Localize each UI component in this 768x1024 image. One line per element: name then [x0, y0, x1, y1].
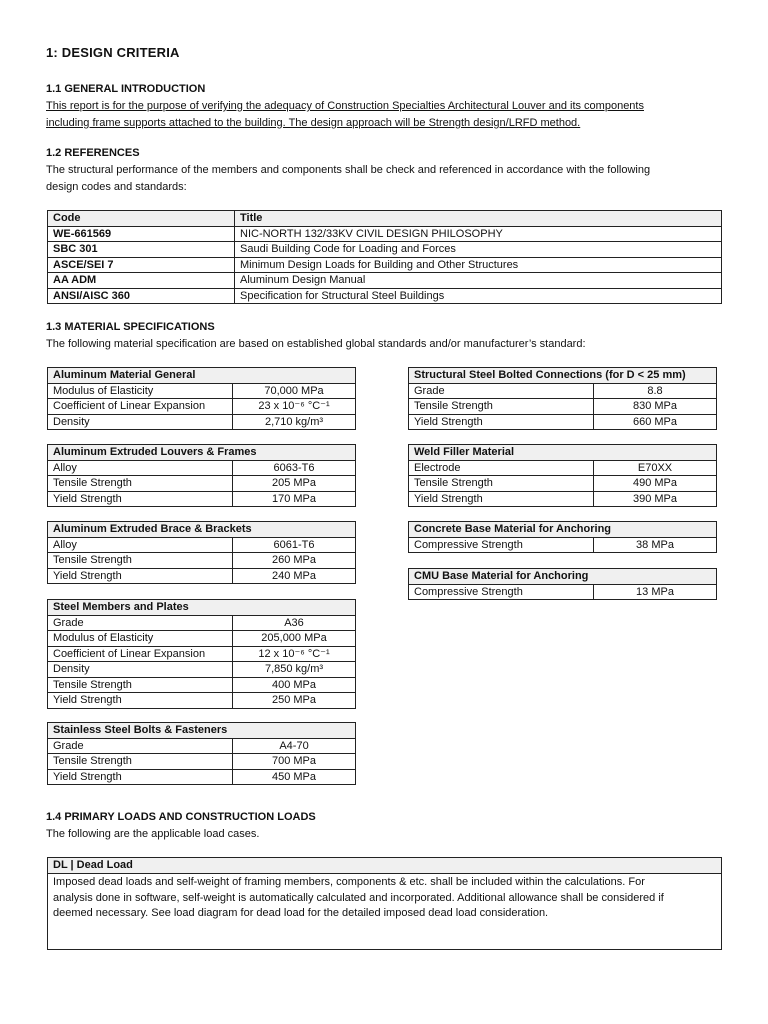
intro-line-1: This report is for the purpose of verifying the adequacy of Construction Specialties Architectural Louver and its components: [46, 100, 644, 112]
material-table-title: Concrete Base Material for Anchoring: [409, 522, 717, 538]
references-header-title: Title: [235, 211, 722, 227]
reference-title: NIC-NORTH 132/33KV CIVIL DESIGN PHILOSOPHY: [235, 226, 722, 242]
material-table-title: Structural Steel Bolted Connections (for D < 25 mm): [409, 368, 717, 384]
dead-load-description: [48, 874, 721, 923]
material-table-bolted-connections: [408, 367, 717, 430]
table-row: [48, 738, 356, 754]
table-row: [48, 226, 722, 242]
property-name: Tensile Strength: [409, 399, 594, 415]
property-value: 205,000 MPa: [233, 631, 356, 647]
table-row: [409, 399, 717, 415]
material-table-title: Aluminum Extruded Louvers & Frames: [48, 445, 356, 461]
table-row: [48, 399, 356, 415]
page-title: 1: DESIGN CRITERIA: [46, 45, 180, 60]
material-table-aluminum-general: [47, 367, 356, 430]
references-line-2: design codes and standards:: [46, 180, 187, 193]
property-name: Yield Strength: [409, 491, 594, 507]
references-line-1: The structural performance of the members and components shall be check and referenced in accordance with the following: [46, 164, 651, 176]
property-value: 250 MPa: [233, 693, 356, 709]
material-table-title: Weld Filler Material: [409, 445, 717, 461]
property-name: Coefficient of Linear Expansion: [48, 399, 233, 415]
table-row: [48, 693, 356, 709]
material-table-title: Steel Members and Plates: [48, 600, 356, 616]
table-row: [409, 491, 717, 507]
dead-load-line-1: Imposed dead loads and self-weight of framing members, components & etc. shall be included within the calculations. For: [53, 876, 645, 888]
property-name: Yield Strength: [409, 414, 594, 430]
reference-code: WE-661569: [48, 226, 235, 242]
table-row: [48, 414, 356, 430]
material-table-aluminum-brace: [47, 521, 356, 584]
section-heading-loads: 1.4 PRIMARY LOADS AND CONSTRUCTION LOADS: [46, 811, 316, 823]
property-value: 400 MPa: [233, 677, 356, 693]
property-name: Tensile Strength: [409, 476, 594, 492]
property-name: Yield Strength: [48, 769, 233, 785]
table-row: [48, 769, 356, 785]
references-table: [47, 210, 722, 304]
section-heading-intro: 1.1 GENERAL INTRODUCTION: [46, 83, 206, 95]
reference-code: SBC 301: [48, 242, 235, 258]
materials-paragraph: The following material specification are based on established global standards and/or manufacturer’s standard:: [46, 338, 586, 350]
table-row: [48, 568, 356, 584]
table-row: [48, 242, 722, 258]
property-value: 700 MPa: [233, 754, 356, 770]
property-value: 6061-T6: [233, 537, 356, 553]
table-row: [48, 460, 356, 476]
dead-load-title: DL | Dead Load: [48, 858, 721, 874]
section-heading-references: 1.2 REFERENCES: [46, 147, 140, 159]
property-name: Compressive Strength: [409, 584, 594, 600]
property-value: 12 x 10⁻⁶ °C⁻¹: [233, 646, 356, 662]
property-value: 6063-T6: [233, 460, 356, 476]
table-row: [48, 662, 356, 678]
property-value: 260 MPa: [233, 553, 356, 569]
property-value: 7,850 kg/m³: [233, 662, 356, 678]
table-row: [48, 257, 722, 273]
table-row: [48, 476, 356, 492]
material-table-title: Aluminum Material General: [48, 368, 356, 384]
property-value: 390 MPa: [594, 491, 717, 507]
property-name: Grade: [48, 738, 233, 754]
references-header-row: [48, 211, 722, 227]
reference-code: AA ADM: [48, 273, 235, 289]
property-value: 205 MPa: [233, 476, 356, 492]
intro-paragraph: [46, 98, 726, 131]
table-row: [48, 273, 722, 289]
material-table-aluminum-louvers: [47, 444, 356, 507]
reference-title: Saudi Building Code for Loading and Forces: [235, 242, 722, 258]
property-name: Electrode: [409, 460, 594, 476]
property-value: 240 MPa: [233, 568, 356, 584]
references-paragraph: [46, 162, 726, 195]
property-value: 38 MPa: [594, 537, 717, 553]
property-value: 8.8: [594, 383, 717, 399]
property-name: Tensile Strength: [48, 677, 233, 693]
dead-load-box: [47, 857, 722, 950]
table-row: [409, 476, 717, 492]
property-name: Alloy: [48, 537, 233, 553]
table-row: [48, 631, 356, 647]
table-row: [409, 537, 717, 553]
table-row: [48, 553, 356, 569]
reference-title: Minimum Design Loads for Building and Other Structures: [235, 257, 722, 273]
property-value: 450 MPa: [233, 769, 356, 785]
property-name: Yield Strength: [48, 491, 233, 507]
table-row: [409, 414, 717, 430]
material-table-weld-filler: [408, 444, 717, 507]
property-value: 2,710 kg/m³: [233, 414, 356, 430]
property-name: Coefficient of Linear Expansion: [48, 646, 233, 662]
property-name: Yield Strength: [48, 693, 233, 709]
table-row: [48, 677, 356, 693]
property-value: 13 MPa: [594, 584, 717, 600]
table-row: [409, 584, 717, 600]
reference-title: Specification for Structural Steel Buildings: [235, 288, 722, 304]
loads-paragraph: The following are the applicable load cases.: [46, 828, 260, 840]
table-row: [48, 646, 356, 662]
table-row: [48, 383, 356, 399]
property-name: Grade: [48, 615, 233, 631]
reference-code: ANSI/AISC 360: [48, 288, 235, 304]
property-name: Tensile Strength: [48, 553, 233, 569]
dead-load-line-3: deemed necessary. See load diagram for dead load for the detailed imposed dead load consideration.: [53, 907, 549, 919]
intro-line-2: including frame supports attached to the building. The design approach will be Strength design/LRFD method.: [46, 116, 581, 129]
table-row: [48, 754, 356, 770]
reference-title: Aluminum Design Manual: [235, 273, 722, 289]
property-name: Density: [48, 662, 233, 678]
property-value: 23 x 10⁻⁶ °C⁻¹: [233, 399, 356, 415]
table-row: [48, 491, 356, 507]
material-table-steel-members: [47, 599, 356, 709]
property-value: 660 MPa: [594, 414, 717, 430]
property-name: Compressive Strength: [409, 537, 594, 553]
property-name: Alloy: [48, 460, 233, 476]
table-row: [48, 615, 356, 631]
material-table-title: Aluminum Extruded Brace & Brackets: [48, 522, 356, 538]
property-name: Yield Strength: [48, 568, 233, 584]
table-row: [409, 460, 717, 476]
material-table-title: Stainless Steel Bolts & Fasteners: [48, 723, 356, 739]
property-value: 490 MPa: [594, 476, 717, 492]
property-value: 70,000 MPa: [233, 383, 356, 399]
property-value: A36: [233, 615, 356, 631]
property-value: 830 MPa: [594, 399, 717, 415]
property-name: Modulus of Elasticity: [48, 631, 233, 647]
property-name: Density: [48, 414, 233, 430]
material-table-cmu-base: [408, 568, 717, 600]
material-table-stainless-bolts: [47, 722, 356, 785]
property-value: E70XX: [594, 460, 717, 476]
table-row: [409, 383, 717, 399]
property-name: Modulus of Elasticity: [48, 383, 233, 399]
section-heading-materials: 1.3 MATERIAL SPECIFICATIONS: [46, 321, 215, 333]
property-value: 170 MPa: [233, 491, 356, 507]
table-row: [48, 288, 722, 304]
material-table-concrete-base: [408, 521, 717, 553]
property-name: Tensile Strength: [48, 476, 233, 492]
reference-code: ASCE/SEI 7: [48, 257, 235, 273]
material-table-title: CMU Base Material for Anchoring: [409, 569, 717, 585]
property-name: Tensile Strength: [48, 754, 233, 770]
property-name: Grade: [409, 383, 594, 399]
table-row: [48, 537, 356, 553]
references-header-code: Code: [48, 211, 235, 227]
property-value: A4-70: [233, 738, 356, 754]
dead-load-line-2: analysis done in software, self-weight is automatically calculated and incorporated. Additional allowance shall be considered if: [53, 891, 664, 904]
